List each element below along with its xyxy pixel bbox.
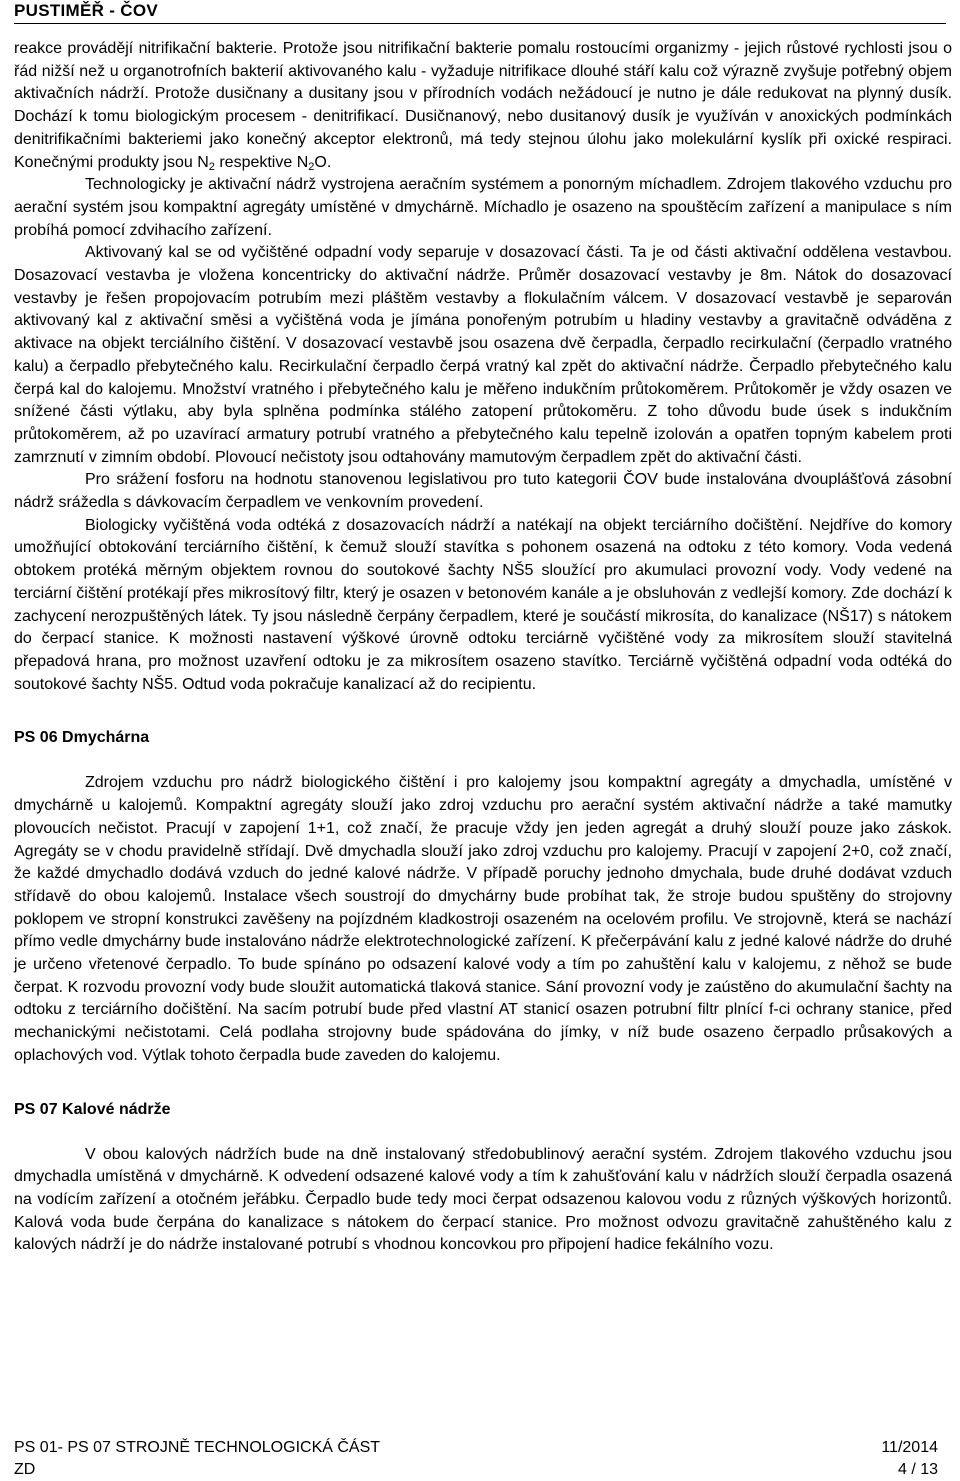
page-body xyxy=(14,38,952,1257)
page-number: 4 / 13 xyxy=(897,1461,938,1478)
paragraph-text: respektive N xyxy=(214,153,309,171)
spacer xyxy=(14,1068,952,1099)
spacer xyxy=(14,696,952,727)
spacer xyxy=(14,1121,952,1144)
footer-stage: ZD xyxy=(14,1461,36,1478)
paragraph-phosphorus: Pro srážení fosforu na hodnotu stanovenou legislativou pro tuto kategorii ČOV bude instalována dvouplášťová zásobní nádrž srážedla s dávkovacím čerpadlem ve venkovním provedení. xyxy=(14,471,952,512)
paragraph-aeration: Technologicky je aktivační nádrž vystrojena aeračním systémem a ponorným míchadlem. Zdrojem tlakového vzduchu pro aerační systém jsou kompaktní agregáty umístěné v dmychárně. Míchadlo je osazeno na spouštěcím zařízení a manipulace s ním probíhá pomocí zdvihacího zařízení. xyxy=(14,176,952,239)
subscript: 2 xyxy=(308,160,315,173)
section-text-ps06: Zdrojem vzduchu pro nádrž biologického čištění i pro kalojemy jsou kompaktní agregáty a dmychadla, umístěné v dmychárně u kalojemů. Kompaktní agregáty slouží jako zdroj vzduchu pro aerační systém aktivační nádrže a také mamutky plovoucích nečistot. Pracují v zapojení 1+1, což značí, že pracuje vždy jen jeden agregát a druhý slouží pouze jako záskok. Agregáty se v chodu pravidelně střídají. Dvě dmychadla slouží jako zdroj vzduchu pro kalojemy. Pracují v zapojení 2+0, což značí, že každé dmychadlo dodává vzduch do jedné kalové nádrže. V případě poruchy jednoho dmychala, bude druhé dodávat vzduch střídavě do obou kalojemů. Instalace všech soustrojí do dmychárny bude probíhat tak, že stroje budou spuštěny do strojovny poklopem ve stropní konstrukci zavěšeny na pojízdném kladkostroji osazeném na ocelovém profilu. Ve strojovně, která se nachází přímo vedle dmychárny bude instalováno nádrže elektrotechnologické zařízení. K přečerpávání kalu z jedné kalové nádrže do druhé je určeno vřetenové čerpadlo. To bude spínáno po odsazení kalové vody a tím po zahuštění kalu v kalojemu, z něhož se bude čerpat. K rozvodu provozní vody bude sloužit automatická tlaková stanice. Sání provozní vody je zaústěno do akumulační šachty na odtoku z terciárního dočištění. Na sacím potrubí bude před vlastní AT stanicí osazen potrubní filtr plnící f-ci ochrany stanice, před mechanickými nečistotami. Celá podlaha strojovny bude spádována do jímky, v níž bude osazeno čerpadlo průsakových a oplachových vod. Výtlak tohoto čerpadla bude zaveden do kalojemu. xyxy=(14,774,952,1064)
section-heading-ps06: PS 06 Dmychárna xyxy=(14,729,150,747)
document-title: PUSTIMĚŘ - ČOV xyxy=(14,1,158,20)
section-text-ps07: V obou kalových nádržích bude na dně instalovaný středobublinový aerační systém. Zdrojem tlakového vzduchu jsou dmychadla umístěná v dmychárně. K odvedení odsazené kalové vody a tím k zahušťování kalu v nádržích slouží čerpadla osazená na vodícím zařízení a otočném jeřábku. Čerpadlo bude tedy moci čerpat odsazenou kalovou vodu z různých výškových horizontů. Kalová voda bude čerpána do kanalizace s nátokem do čerpací stanice. Pro možnost odvozu gravitačně zahuštěného kalu z kalových nádrží je do nádrže instalované potrubí s vhodnou koncovkou pro připojení hadice fekálního vozu. xyxy=(14,1145,952,1254)
paragraph-settling: Aktivovaný kal se od vyčištěné odpadní vody separuje v dosazovací části. Ta je od části aktivační oddělena vestavbou. Dosazovací vestavba je vložena koncentricky do aktivační nádrže. Průměr dosazovací vestavby je 8m. Nátok do dosazovací vestavby je řešen propojovacím potrubím mezi pláštěm vestavby a flokulačním válcem. V dosazovací vestavbě je separován aktivovaný kal z aktivační směsi a vyčištěná voda je jímána ponořeným potrubím u hladiny vestavby a gravitačně odváděna z aktivace na objekt terciálního čištění. V dosazovací vestavbě jsou osazena dvě čerpadla, čerpadlo recirkulační (čerpadlo vratného kalu) a čerpadlo přebytečného kalu. Recirkulační čerpadlo čerpá vratný kal zpět do aktivační nádrže. Čerpadlo přebytečného kalu čerpá kal do kalojemu. Množství vratného i přebytečného kalu je měřeno indukčním průtokoměrem. Průtokoměr je vždy osazen ve snížené části výtlaku, aby byla splněna podmínka stálého zatopení průtokoměru. Z toho důvodu bude úsek s indukčním průtokoměrem, až po uzavírací armatury potrubí vratného a přebytečného kalu tepelně izolován a opatřen topným kabelem proti zamrznutí v zimním období. Plovoucí nečistoty jsou odtahovány mamutovým čerpadlem zpět do aktivační části. xyxy=(14,244,952,466)
paragraph-text: O. xyxy=(314,153,332,171)
paragraph-tertiary: Biologicky vyčištěná voda odtéká z dosazovacích nádrží a natékají na objekt terciárního dočištění. Nejdříve do komory umožňující obtokování terciárního čištění, k čemuž slouží stavítka s pohonem osazená na odtoku z této komory. Voda vedená obtokem protéká měrným objektem rovnou do soutokové šachty NŠ5 sloužící pro akumulaci provozní vody. Vody vedené na terciární čištění protékají přes mikrosítový filtr, který je osazen v betonovém kanále a je obsluhován z vedlejší komory. Zde dochází k zachycení nerozpuštěných látek. Ty jsou následně čerpány čerpadlem, které je součástí mikrosíta, do kanalizace (NŠ17) s nátokem do čerpací stanice. K možnosti nastavení výškové úrovně odtoku terciárně vyčištěné vody za mikrosítem slouží stavitelná přepadová hrana, pro možnost uzavření odtoku je za mikrosítem osazeno stavítko. Terciárně vyčištěná odpadní voda odtéká do soutokové šachty NŠ5. Odtud voda pokračuje kanalizací až do recipientu. xyxy=(14,516,952,693)
subscript: 2 xyxy=(208,160,215,173)
header-divider xyxy=(14,23,946,24)
spacer xyxy=(14,749,952,772)
paragraph-nitrification xyxy=(14,38,952,174)
section-heading-ps07: PS 07 Kalové nádrže xyxy=(14,1100,171,1118)
footer-left xyxy=(14,1437,380,1481)
footer-date: 11/2014 xyxy=(881,1439,938,1456)
paragraph-text: reakce provádějí nitrifikační bakterie. Protože jsou nitrifikační bakterie pomalu rostoucími organizmy - jejich růstové rychlosti jsou o řád nižší než u organotrofních bakterií aktivovaného kalu - vyžaduje nitrifikace dlouhé stáří kalu což výrazně zvyšuje potřebný objem aktivačních nádrží. Protože dusičnany a dusitany jsou v přírodních vodách nežádoucí je nutno je dále redukovat na plynný dusík. Dochází k tomu biologickým procesem - denitrifikací. Dusičnanový, nebo dusitanový dusík je využíván v anoxických podmínkách denitrifikačními bakteriemi jako konečný akceptor elektronů, má tedy stejnou úlohu jako molekulární kyslík při oxické respiraci. Konečnými produkty jsou N xyxy=(14,40,952,171)
footer-document-name: PS 01- PS 07 STROJNĚ TECHNOLOGICKÁ ČÁST xyxy=(14,1439,381,1456)
page-header xyxy=(14,0,946,26)
footer-right xyxy=(881,1437,938,1481)
